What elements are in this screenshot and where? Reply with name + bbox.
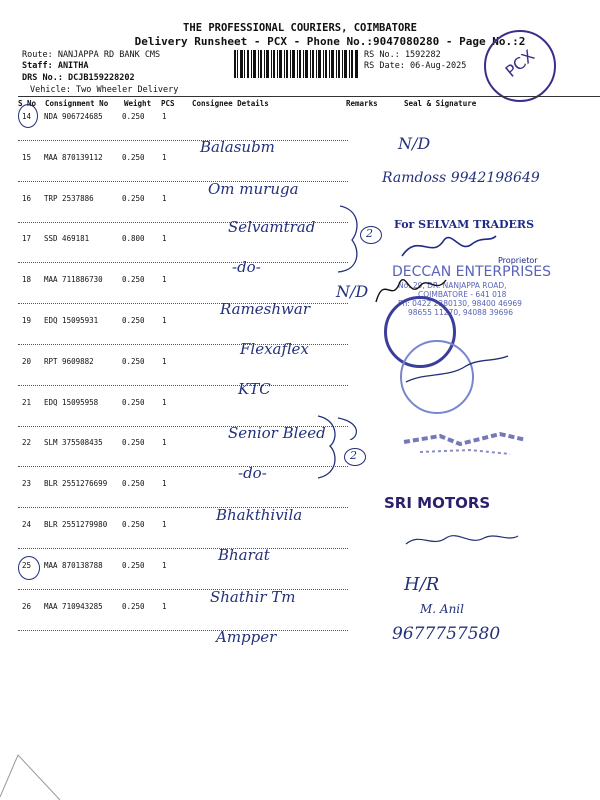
cell-sno: 17 — [22, 234, 32, 243]
cell-weight: 0.250 — [122, 357, 145, 366]
table-header-rule — [18, 96, 600, 97]
deccan-phone-2: 98655 11270, 94088 39696 — [408, 308, 513, 317]
deccan-address-2: COIMBATORE - 641 018 — [418, 290, 507, 299]
rs-number: RS No.: 1592282 — [364, 50, 441, 60]
col-remarks: Remarks — [346, 99, 378, 108]
col-consignee: Consignee Details — [192, 99, 269, 108]
sri-motors-stamp: SRI MOTORS — [384, 494, 491, 512]
row-divider — [18, 630, 348, 631]
cell-weight: 0.250 — [122, 479, 145, 488]
signature-20 — [402, 352, 512, 392]
consignee-hand-15: Om muruga — [208, 180, 299, 198]
cell-consignment: MAA 870138788 — [44, 561, 103, 570]
consignee-hand-14: Balasubm — [200, 138, 275, 156]
cell-pcs: 1 — [162, 112, 167, 121]
consignee-hand-24: Bharat — [218, 546, 270, 564]
smudged-stamp-21 — [400, 424, 530, 464]
col-weight: Weight — [124, 99, 152, 108]
cell-pcs: 1 — [162, 520, 167, 529]
consignee-hand-17: -do- — [232, 258, 261, 276]
phone-26: 9677757580 — [392, 624, 501, 644]
document-subtitle: Delivery Runsheet - PCX - Phone No.:9047080280 - Page No.:2 — [134, 35, 526, 48]
consignee-hand-18: Rameshwar — [220, 300, 310, 318]
deccan-address-1: No. 29, DR. NANJAPPA ROAD, — [398, 281, 507, 290]
cell-sno: 16 — [22, 194, 32, 203]
cell-consignment: BLR 2551276699 — [44, 479, 108, 488]
proprietor-label: Proprietor — [498, 256, 538, 265]
cell-weight: 0.250 — [122, 520, 145, 529]
cell-weight: 0.250 — [122, 316, 145, 325]
consignee-hand-22: -do- — [238, 464, 267, 482]
col-sno: S No — [18, 99, 37, 108]
cell-pcs: 1 — [162, 561, 167, 570]
cell-consignment: MAA 711886730 — [44, 275, 103, 284]
cell-sno: 15 — [22, 153, 32, 162]
col-consignment: Consignment No — [45, 99, 109, 108]
deccan-phone-1: Ph: 0422 2380130, 98400 46969 — [398, 299, 522, 308]
selvam-signature — [398, 226, 498, 266]
cell-weight: 0.250 — [122, 153, 145, 162]
cell-weight: 0.250 — [122, 602, 145, 611]
row-divider — [18, 140, 348, 141]
brace-mark-21 — [312, 412, 352, 482]
cell-pcs: 1 — [162, 438, 167, 447]
consignee-hand-26: Ampper — [216, 628, 277, 646]
consignee-hand-19: Flexaflex — [240, 340, 309, 358]
cell-weight: 0.250 — [122, 398, 145, 407]
cell-consignment: EDQ 15095931 — [44, 316, 99, 325]
cell-sno: 19 — [22, 316, 32, 325]
document-title: THE PROFESSIONAL COURIERS, COIMBATORE — [183, 22, 417, 34]
col-seal: Seal & Signature — [404, 99, 477, 108]
pcx-stamp-text: PCX — [501, 46, 539, 81]
deccan-enterprises-stamp: DECCAN ENTERPRISES — [392, 264, 552, 280]
barcode-image — [234, 50, 358, 78]
rs-date: RS Date: 06-Aug-2025 — [364, 61, 467, 71]
cell-consignment: RPT 9609882 — [44, 357, 94, 366]
cell-pcs: 1 — [162, 234, 167, 243]
row-divider — [18, 589, 348, 590]
cell-weight: 0.250 — [122, 194, 145, 203]
hr-remark-26: H/R — [404, 574, 440, 595]
cell-pcs: 1 — [162, 316, 167, 325]
staff-label: Staff: ANITHA — [22, 61, 89, 71]
cell-consignment: MAA 870139112 — [44, 153, 103, 162]
cell-weight: 0.250 — [122, 112, 145, 121]
cell-consignment: TRP 2537886 — [44, 194, 94, 203]
row-divider — [18, 262, 348, 263]
cell-pcs: 1 — [162, 194, 167, 203]
cell-sno: 26 — [22, 602, 32, 611]
remark-nd-15: N/D — [398, 134, 431, 153]
circled-sno-25 — [18, 556, 40, 580]
cell-sno: 25 — [22, 561, 32, 570]
remark-nd-19: N/D — [336, 282, 369, 301]
cell-weight: 0.250 — [122, 561, 145, 570]
cell-sno: 14 — [22, 112, 32, 121]
signature-24 — [400, 524, 520, 554]
cell-weight: 0.800 — [122, 234, 145, 243]
cell-consignment: EDQ 15095958 — [44, 398, 99, 407]
col-pcs: PCS — [161, 99, 175, 108]
cell-consignment: MAA 710943285 — [44, 602, 103, 611]
row-divider — [18, 548, 348, 549]
cell-sno: 24 — [22, 520, 32, 529]
cell-consignment: SLM 375508435 — [44, 438, 103, 447]
cell-sno: 18 — [22, 275, 32, 284]
cell-consignment: BLR 2551279980 — [44, 520, 108, 529]
cell-pcs: 1 — [162, 398, 167, 407]
cell-weight: 0.250 — [122, 438, 145, 447]
pcx-stamp — [484, 30, 556, 102]
circled-count-22-text: 2 — [350, 449, 357, 462]
circled-count-17-text: 2 — [366, 227, 373, 240]
cell-pcs: 1 — [162, 479, 167, 488]
cell-weight: 0.250 — [122, 275, 145, 284]
cell-pcs: 1 — [162, 275, 167, 284]
row-divider — [18, 466, 348, 467]
paper-fold-mark — [0, 745, 100, 800]
cell-consignment: SSD 469181 — [44, 234, 90, 243]
cell-pcs: 1 — [162, 602, 167, 611]
vehicle-label: Vehicle: Two Wheeler Delivery — [30, 85, 179, 95]
cell-sno: 21 — [22, 398, 32, 407]
signature-16: Ramdoss 9942198649 — [382, 170, 540, 186]
cell-consignment: NDA 906724685 — [44, 112, 103, 121]
cell-sno: 22 — [22, 438, 32, 447]
cell-pcs: 1 — [162, 357, 167, 366]
consignee-hand-16: Selvamtrad — [228, 218, 316, 236]
circled-sno-14 — [18, 104, 38, 128]
selvam-traders-stamp: For SELVAM TRADERS — [394, 218, 535, 231]
cell-pcs: 1 — [162, 153, 167, 162]
drs-number: DRS No.: DCJB159228202 — [22, 73, 135, 83]
consignee-hand-25: Shathir Tm — [210, 588, 296, 606]
row-divider — [18, 385, 348, 386]
consignee-hand-20: KTC — [238, 380, 271, 398]
cell-sno: 23 — [22, 479, 32, 488]
cell-sno: 20 — [22, 357, 32, 366]
consignee-hand-21: Senior Bleed — [228, 424, 326, 442]
route-label: Route: NANJAPPA RD BANK CMS — [22, 50, 161, 60]
signature-name-26: M. Anil — [420, 602, 464, 616]
scribble-signature-18 — [370, 268, 450, 308]
consignee-hand-23: Bhakthivila — [216, 506, 303, 524]
